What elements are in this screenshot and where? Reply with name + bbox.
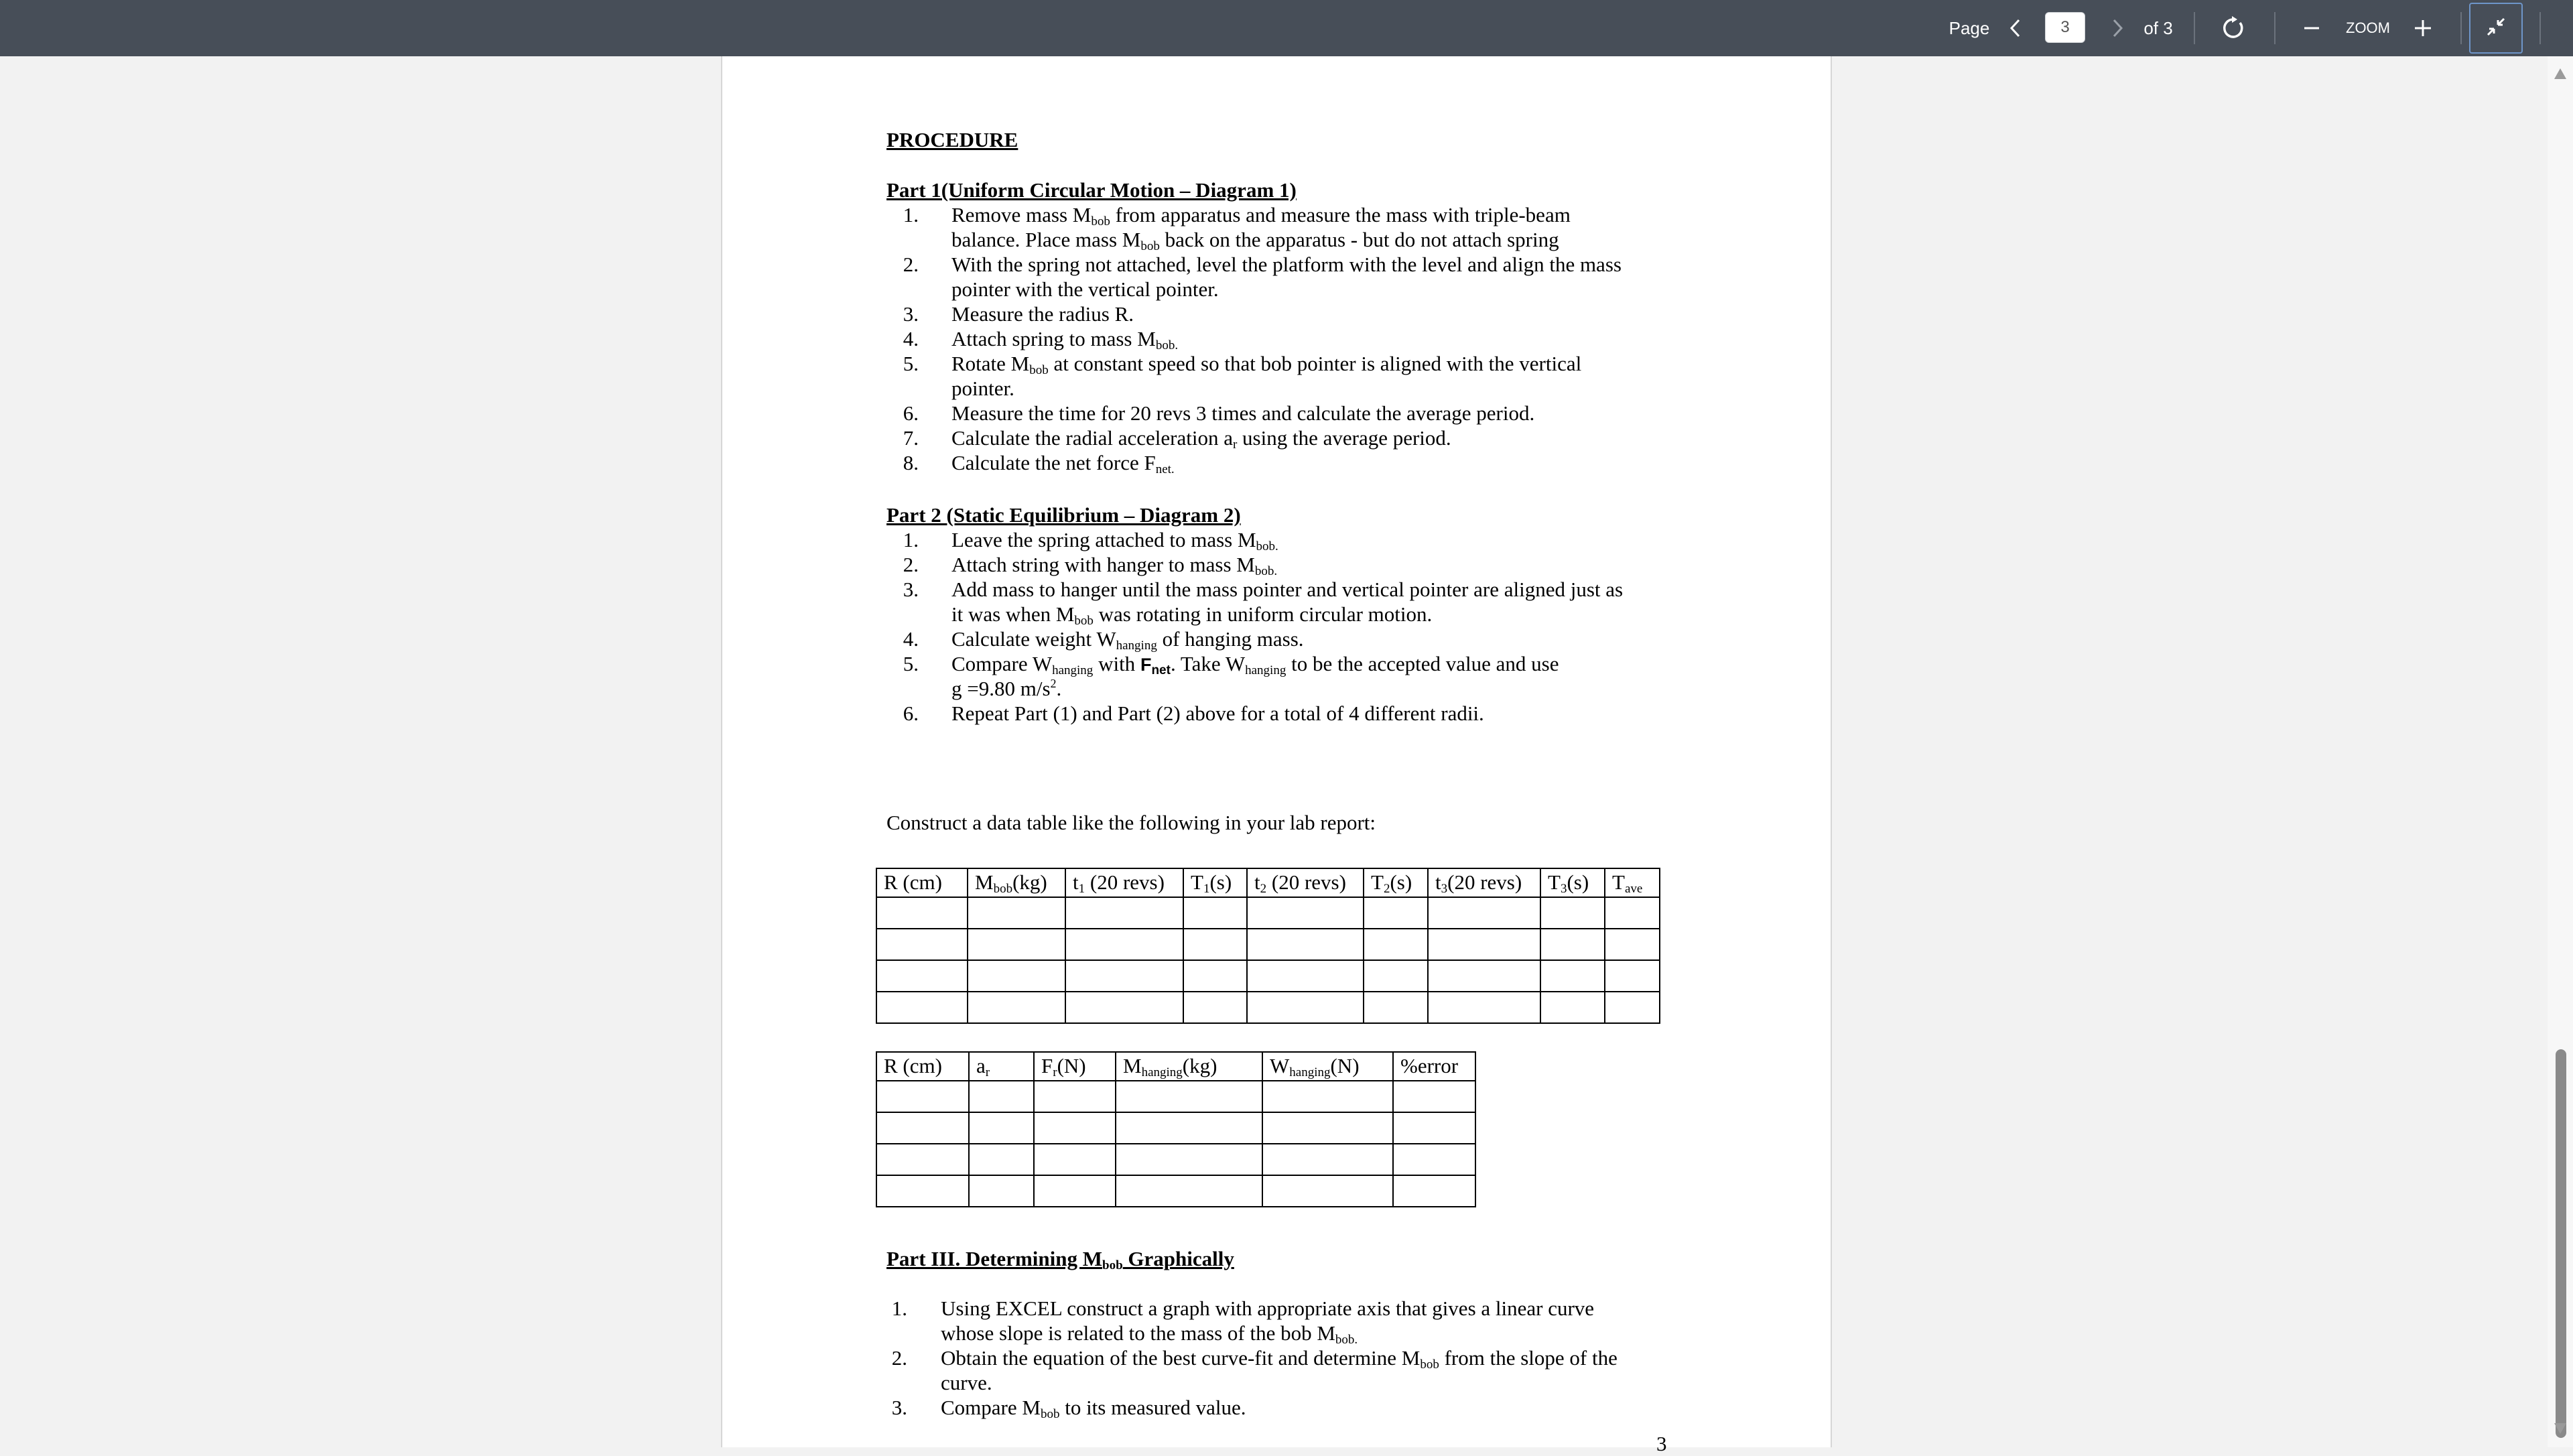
table-row — [876, 1144, 1475, 1175]
part1-step1-line1: Remove mass $M_{bob}$ from apparatus and measure the mass with triple-beam — [951, 203, 1571, 228]
table-cell — [876, 929, 968, 960]
table-cell — [1262, 1144, 1393, 1175]
step-number: 1. — [903, 528, 919, 551]
toolbar-divider — [2194, 12, 2195, 44]
table-cell — [968, 960, 1065, 992]
table-cell — [1247, 897, 1364, 929]
table-cell — [1183, 929, 1247, 960]
part2-step2: Attach string with hanger to mass $M_{bob.}$ — [951, 553, 1278, 578]
table-header-cell: $t_3(20$ revs) — [1428, 868, 1540, 897]
table-cell — [1605, 929, 1660, 960]
table-cell — [1428, 897, 1540, 929]
table-cell — [876, 1175, 969, 1207]
table-cell — [1393, 1112, 1475, 1144]
part1-step5-line2: pointer. — [951, 377, 1014, 400]
table-cell — [968, 929, 1065, 960]
exit-fullscreen-icon — [2484, 15, 2508, 42]
table-cell — [1540, 992, 1605, 1023]
step-number: 3. — [903, 578, 919, 601]
table-cell — [1183, 960, 1247, 992]
table-cell — [1364, 929, 1428, 960]
table-cell — [1540, 897, 1605, 929]
table-row — [876, 992, 1660, 1023]
toolbar-divider — [2460, 12, 2462, 44]
table-cell — [1262, 1081, 1393, 1112]
table-cell — [1183, 897, 1247, 929]
part2-step4: Calculate weight $W_{hanging}$ of hanging mass. — [951, 627, 1304, 653]
table-cell — [1247, 929, 1364, 960]
table-cell — [1364, 897, 1428, 929]
table-header-cell: $F_r(N)$ — [1034, 1052, 1116, 1081]
exit-fullscreen-button[interactable] — [2469, 3, 2523, 54]
table-cell — [969, 1144, 1034, 1175]
table-cell — [1065, 992, 1183, 1023]
table-row — [876, 897, 1660, 929]
construct-text: Construct a data table like the following in your lab report: — [886, 811, 1376, 834]
table-cell — [1262, 1175, 1393, 1207]
table-cell — [1393, 1081, 1475, 1112]
table-cell — [876, 1081, 969, 1112]
part2-step3-line1: Add mass to hanger until the mass pointer and vertical pointer are aligned just as — [951, 578, 1624, 601]
step-number: 5. — [903, 352, 919, 375]
table-cell — [1540, 960, 1605, 992]
pdf-toolbar — [0, 0, 2573, 56]
table-header-cell: R (cm) — [876, 1052, 969, 1081]
part2-step3-line2: it was when $M_{bob}$ was rotating in uniform circular motion. — [951, 602, 1433, 628]
scroll-up-icon[interactable] — [2554, 68, 2566, 79]
table-row — [876, 960, 1660, 992]
step-number: 3. — [903, 302, 919, 326]
table-header-cell: %error — [1393, 1052, 1475, 1081]
table-cell — [1034, 1175, 1116, 1207]
part3-step2-line1: Obtain the equation of the best curve-fit and determine $M_{bob}$ from the slope of the — [941, 1346, 1618, 1372]
step-number: 2. — [891, 1346, 907, 1370]
table-cell — [1116, 1144, 1262, 1175]
part1-step2-line1: With the spring not attached, level the platform with the level and align the mass — [951, 253, 1622, 276]
part1-step2-line2: pointer with the vertical pointer. — [951, 277, 1219, 301]
table-header-cell: $M_{hanging}(kg)$ — [1116, 1052, 1262, 1081]
part1-step8: Calculate the net force $F_{net.}$ — [951, 451, 1175, 476]
page-label: Page — [1949, 17, 1990, 38]
scroll-down-icon[interactable] — [2554, 1423, 2566, 1434]
table-cell — [1364, 960, 1428, 992]
table-header-cell: R (cm) — [876, 868, 968, 897]
table-header-cell: $a_r$ — [969, 1052, 1034, 1081]
data-table-1 — [876, 868, 1660, 1024]
step-number: 6. — [903, 702, 919, 725]
table-cell — [876, 992, 968, 1023]
page-number: 3 — [1656, 1432, 1667, 1455]
step-number: 2. — [903, 253, 919, 276]
table-cell — [968, 897, 1065, 929]
part3-step3: Compare $M_{bob}$ to its measured value. — [941, 1396, 1246, 1421]
table-header-cell: $T_2(s)$ — [1364, 868, 1428, 897]
part1-step6: Measure the time for 20 revs 3 times and calculate the average period. — [951, 401, 1535, 425]
table-header-cell: $T_{ave}$ — [1605, 868, 1660, 897]
part2-step1: Leave the spring attached to mass $M_{bob.}$ — [951, 528, 1278, 553]
step-number: 2. — [903, 553, 919, 576]
table-cell — [1034, 1112, 1116, 1144]
table-cell — [1605, 897, 1660, 929]
part3-step1-line1: Using EXCEL construct a graph with appropriate axis that gives a linear curve — [941, 1297, 1595, 1320]
step-number: 4. — [903, 327, 919, 350]
table-cell — [1364, 992, 1428, 1023]
table-cell — [1034, 1081, 1116, 1112]
table-cell — [969, 1081, 1034, 1112]
table-cell — [1247, 960, 1364, 992]
table-cell — [1034, 1144, 1116, 1175]
table-cell — [1065, 929, 1183, 960]
step-number: 1. — [891, 1297, 907, 1320]
table-cell — [1540, 929, 1605, 960]
table-row — [876, 1175, 1475, 1207]
page-number-input[interactable]: 3 — [2045, 12, 2085, 43]
total-pages-label: of 3 — [2143, 17, 2173, 38]
toolbar-divider — [2539, 12, 2541, 44]
table-cell — [876, 1144, 969, 1175]
table-row — [876, 929, 1660, 960]
table-cell — [1428, 960, 1540, 992]
part2-step6: Repeat Part (1) and Part (2) above for a total of 4 different radii. — [951, 702, 1484, 725]
minus-icon[interactable] — [2300, 0, 2324, 56]
table-cell — [876, 1112, 969, 1144]
procedure-title: PROCEDURE — [886, 128, 1018, 151]
part1-step3: Measure the radius R. — [951, 302, 1134, 326]
table-header-cell: $t_1$ (20 revs) — [1065, 868, 1183, 897]
part2-step5-line2: g =9.80 $m/s^2$. — [951, 677, 1062, 700]
scrollbar-thumb[interactable] — [2556, 1049, 2566, 1438]
part1-title: Part 1(Uniform Circular Motion – Diagram 1) — [886, 178, 1297, 202]
table-header-cell: $t_2$ (20 revs) — [1247, 868, 1364, 897]
table-cell — [1605, 992, 1660, 1023]
table-header-row — [876, 1052, 1475, 1081]
plus-icon[interactable] — [2411, 0, 2435, 56]
step-number: 3. — [891, 1396, 907, 1419]
toolbar-divider — [2274, 12, 2275, 44]
data-table-2 — [876, 1051, 1476, 1207]
table-cell — [1605, 960, 1660, 992]
table-cell — [1393, 1175, 1475, 1207]
part3-step1-line2: whose slope is related to the mass of the bob $M_{bob.}$ — [941, 1321, 1358, 1347]
part1-step4: Attach spring to mass $M_{bob.}$ — [951, 327, 1179, 352]
chevron-left-icon[interactable] — [2002, 0, 2029, 56]
table-cell — [1065, 897, 1183, 929]
table-header-cell: $M_{bob}(kg)$ — [968, 868, 1065, 897]
table-cell — [1183, 992, 1247, 1023]
table-cell — [1065, 960, 1183, 992]
part1-step1-line2: balance. Place mass $M_{bob}$ back on the apparatus - but do not attach spring — [951, 228, 1559, 253]
table-cell — [1428, 929, 1540, 960]
pdf-page — [721, 56, 1832, 1455]
table-cell — [876, 960, 968, 992]
table-cell — [1247, 992, 1364, 1023]
step-number: 4. — [903, 627, 919, 651]
part2-step5-line1: Compare $W_{hanging}$ with $F_{net}$. Take $W_{hanging}$ to be the accepted value and use — [951, 652, 1559, 677]
table-cell — [969, 1175, 1034, 1207]
table-row — [876, 1081, 1475, 1112]
step-number: 7. — [903, 426, 919, 450]
table-header-cell: $T_1(s)$ — [1183, 868, 1247, 897]
table-row — [876, 1112, 1475, 1144]
table-header-cell: $T_3(s)$ — [1540, 868, 1605, 897]
step-number: 6. — [903, 401, 919, 425]
table-cell — [1116, 1175, 1262, 1207]
table-cell — [1428, 992, 1540, 1023]
vertical-scrollbar[interactable] — [2548, 56, 2573, 1447]
table-cell — [1393, 1144, 1475, 1175]
step-number: 5. — [903, 652, 919, 675]
table-cell — [1116, 1112, 1262, 1144]
table-header-row — [876, 868, 1660, 897]
table-cell — [968, 992, 1065, 1023]
part3-step2-line2: curve. — [941, 1371, 992, 1394]
part1-step7: Calculate the radial acceleration $a_r$ using the average period. — [951, 426, 1451, 452]
table-cell — [1116, 1081, 1262, 1112]
part3-title: Part III. Determining $M_{bob}$ Graphically — [886, 1247, 1234, 1272]
table-cell — [876, 897, 968, 929]
step-number: 1. — [903, 203, 919, 226]
table-header-cell: $W_{hanging}(N)$ — [1262, 1052, 1393, 1081]
zoom-label: ZOOM — [2346, 19, 2390, 36]
step-number: 8. — [903, 451, 919, 474]
table-cell — [1262, 1112, 1393, 1144]
chevron-right-icon[interactable] — [2104, 0, 2131, 56]
table-cell — [969, 1112, 1034, 1144]
part2-title: Part 2 (Static Equilibrium – Diagram 2) — [886, 503, 1241, 527]
part1-step5-line1: Rotate $M_{bob}$ at constant speed so that bob pointer is aligned with the vertical — [951, 352, 1582, 377]
rotate-icon[interactable] — [2218, 0, 2249, 56]
